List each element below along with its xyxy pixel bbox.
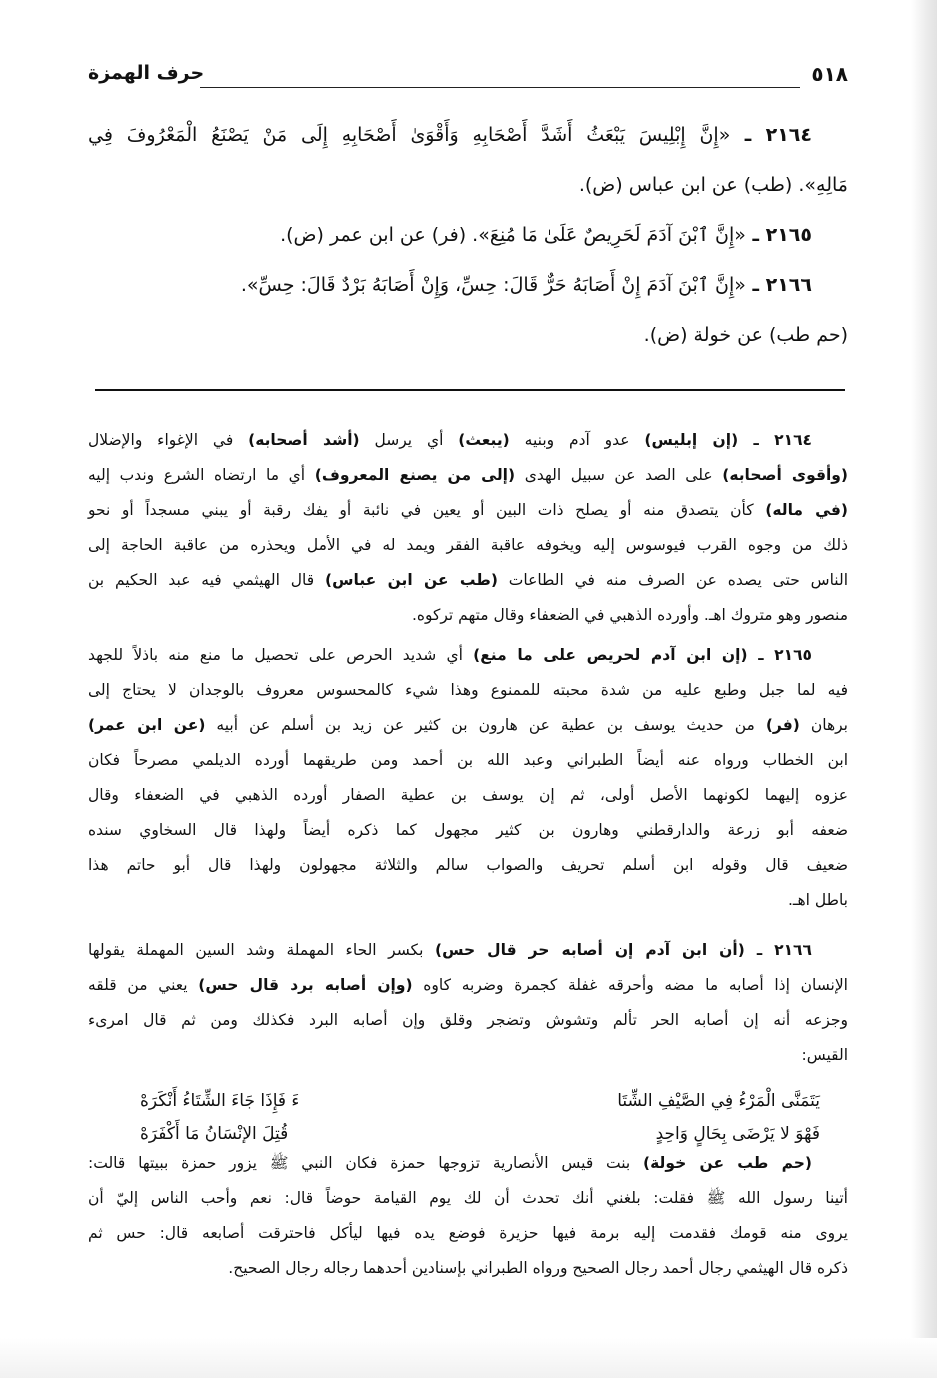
commentary-line bbox=[88, 1038, 848, 1073]
text-segment: ابن الخطاب ورواه عنه أيضاً الطبراني وعبد الله بن أحمد ومن طريقهما أورده الديلمي مصرحاً فكان bbox=[88, 751, 848, 769]
text-segment: منصور وهو متروك اهـ. وأورده الذهبي في الضعفاء وقال متهم تركوه. bbox=[411, 606, 848, 624]
text-segment: (حم طب) عن خولة (ض). bbox=[643, 324, 848, 346]
scan-edge-shadow bbox=[911, 0, 937, 1378]
bold-phrase: (عن ابن عمر) bbox=[88, 716, 206, 734]
text-segment: أي يرسل bbox=[359, 431, 459, 449]
commentary-line bbox=[88, 778, 848, 813]
commentary-line bbox=[88, 493, 848, 528]
text-segment: أي شديد الحرص على تحصيل ما منع منه باذلاً للجهد bbox=[88, 646, 474, 664]
text-segment: من حديث يوسف بن عطية عن هارون بن كثير عن زيد بن أسلم عن أبيه bbox=[205, 716, 766, 734]
commentary-source bbox=[88, 1146, 848, 1286]
verse-first-hemistich: يَتَمَنَّى الْمَرْءُ فِي الصَّيْفِ الشِّتَا bbox=[617, 1091, 820, 1111]
commentary-line bbox=[88, 1251, 848, 1286]
commentary-line bbox=[88, 563, 848, 598]
text-segment: «إِنَّ ٱبْنَ آدَمَ إِنْ أَصَابَهُ حَرٌّ قَالَ: حِسِّ، وَإِنْ أَصَابَهُ بَرْدٌ قَالَ: حِسِّ». bbox=[240, 274, 746, 296]
commentary-line bbox=[88, 1181, 848, 1216]
commentary-line bbox=[88, 883, 848, 918]
text-segment: عدو آدم وبنيه bbox=[509, 431, 645, 449]
text-segment: ذلك من وجوه القرب فيوسوس إليه ويخوفه عاقبة الفقر ويمد له في الأمل ويحذره من عاقبة الحاجة إلى bbox=[88, 536, 848, 554]
text-segment: يعني من قلقه bbox=[88, 976, 199, 994]
bold-phrase: (فر) bbox=[765, 716, 800, 734]
text-segment: «إِنَّ ٱبْنَ آدَمَ لَحَرِيصٌ عَلَىٰ مَا مُنِعَ». (فر) عن ابن عمر (ض). bbox=[280, 224, 746, 246]
poem bbox=[120, 1085, 820, 1151]
hadith-line bbox=[88, 310, 848, 360]
page-header bbox=[88, 60, 848, 90]
bold-phrase: (في ماله) bbox=[765, 501, 848, 519]
commentary-2166 bbox=[88, 933, 848, 1073]
bold-phrase: ٢١٦٥ ـ bbox=[745, 224, 812, 246]
text-segment: يروى منه قومك فقدمت إليه برمة فيها حزيرة فوضع يده فيها ليأكل فاحترقت أصابعه قال: حس ثم bbox=[88, 1224, 848, 1242]
bold-phrase: (إلى من يصنع المعروف) bbox=[314, 466, 516, 484]
commentary-line bbox=[88, 673, 848, 708]
text-segment: ضعيف قال وقوله ابن أسلم تحريف والصواب سالم والثلاثة مجهولون ولهذا قال أبو حاتم هذا bbox=[88, 856, 848, 874]
header-rule bbox=[200, 87, 800, 88]
footnote-separator bbox=[95, 389, 845, 391]
text-segment: برهان bbox=[799, 716, 848, 734]
hadith-line bbox=[88, 160, 848, 210]
bold-phrase: ٢١٦٦ ـ (أن ابن آدم إن أصابه حر قال حس) bbox=[434, 941, 812, 959]
commentary-line bbox=[88, 933, 848, 968]
text-segment: الإنسان إذا أصابه ما مضه وأحرقه غفلة كجمرة وضربه كاوه bbox=[412, 976, 848, 994]
page-number: ٥١٨ bbox=[811, 62, 848, 86]
commentary-line bbox=[88, 968, 848, 1003]
commentary-line bbox=[88, 458, 848, 493]
bold-phrase: ٢١٦٥ ـ (إن ابن آدم لحريص على ما منع) bbox=[473, 646, 813, 664]
text-segment: فيه لما جبل وطبع عليه من شدة محبته للممنوع وهذا شيء كالمحسوس معروف بالوجدان لا يحتاج إلى bbox=[88, 681, 848, 699]
bold-phrase: ٢١٦٤ ـ bbox=[730, 124, 812, 146]
text-segment: في الإغواء والإضلال bbox=[88, 431, 249, 449]
bold-phrase: ٢١٦٤ ـ (إن إبليس) bbox=[644, 431, 812, 449]
commentary-line bbox=[88, 848, 848, 883]
commentary-line bbox=[88, 423, 848, 458]
text-segment: القيس: bbox=[801, 1046, 848, 1064]
commentary-line bbox=[88, 528, 848, 563]
commentary-line bbox=[88, 813, 848, 848]
commentary-line bbox=[88, 1216, 848, 1251]
bold-phrase: (طب عن ابن عباس) bbox=[325, 571, 498, 589]
text-segment: وجزعه أنه إن أصابه الحر تألم وتشوش وتضجر وقلق وإن أصابه البرد فكذلك ومن ثم قال امرىء bbox=[88, 1011, 848, 1029]
commentary-line bbox=[88, 743, 848, 778]
text-segment: ضعفه أبو زرعة والدارقطني وهارون بن كثير مجهول كما ذكره أيضاً ولهذا قال السخاوي سنده bbox=[88, 821, 848, 839]
text-segment: كأن يتصدق منه أو يصلح ذات البين أو يعين في نائبة أو يفك رقبة أو يبني مسجداً أو نحو bbox=[88, 501, 766, 519]
hadith-text bbox=[88, 110, 848, 360]
scan-bottom-edge bbox=[0, 1338, 937, 1378]
commentary-2164 bbox=[88, 423, 848, 633]
bold-phrase: (وأقوى أصحابه) bbox=[722, 466, 849, 484]
text-segment: قال الهيثمي فيه عبد الحكيم بن bbox=[88, 571, 326, 589]
text-segment: ذكره قال الهيثمي رجال أحمد رجال الصحيح ورواه الطبراني بإسنادين أحدهما رجاله رجال الصحيح. bbox=[228, 1259, 848, 1277]
text-segment: مَالِهِ». (طب) عن ابن عباس (ض). bbox=[578, 174, 848, 196]
text-segment: بكسر الحاء المهملة وشد السين المهملة يقولها bbox=[88, 941, 435, 959]
hadith-line bbox=[88, 110, 848, 160]
chapter-title: حرف الهمزة bbox=[88, 62, 205, 84]
text-segment: أي ما ارتضاه الشرع وندب إليه bbox=[88, 466, 315, 484]
poem-verse bbox=[120, 1085, 820, 1118]
bold-phrase: (وإن أصابه برد قال حس) bbox=[198, 976, 413, 994]
bold-phrase: ٢١٦٦ ـ bbox=[745, 274, 812, 296]
commentary-line bbox=[88, 638, 848, 673]
verse-second-hemistich: قُتِلَ الإنْسَانُ مَا أَكْفَرَهْ bbox=[140, 1124, 289, 1144]
bold-phrase: (حم طب عن خولة) bbox=[643, 1154, 812, 1172]
bold-phrase: (أشد أصحابه) bbox=[248, 431, 360, 449]
text-segment: على الصد عن سبيل الهدى bbox=[515, 466, 723, 484]
commentary-line bbox=[88, 1003, 848, 1038]
verse-second-hemistich: ءَ فَإِذَا جَاءَ الشِّتَاءُ أَنْكَرَهْ bbox=[140, 1091, 300, 1111]
text-segment: «إِنَّ إِبْلِيسَ يَبْعَثُ أَشَدَّ أَصْحَابِهِ وَأَقْوَىٰ أَصْحَابِهِ إِلَى مَنْ يَصْنَعُ الْمَعْرُوفَ فِي bbox=[88, 124, 731, 146]
commentary-2165 bbox=[88, 638, 848, 918]
commentary-line bbox=[88, 598, 848, 633]
text-segment: الناس حتى يصده عن الصرف منه في الطاعات bbox=[497, 571, 849, 589]
commentary-line bbox=[88, 1146, 848, 1181]
commentary-line bbox=[88, 708, 848, 743]
hadith-line bbox=[88, 260, 848, 310]
text-segment: أتينا رسول الله ﷺ فقلت: بلغني أنك تحدث أن لك يوم القيامة حوضاً قال: نعم وأحب الناس إليّ أن bbox=[88, 1189, 848, 1207]
verse-first-hemistich: فَهْوَ لا يَرْضَى بِحَالٍ وَاحِدٍ bbox=[655, 1124, 820, 1144]
bold-phrase: (يبعث) bbox=[458, 431, 510, 449]
text-segment: باطل اهـ. bbox=[788, 891, 848, 909]
text-segment: عزوه إليهما لكونهما الأصل أولى، ثم إن يوسف بن عطية الصفار أورده الذهبي في الضعفاء وقال bbox=[88, 786, 848, 804]
text-segment: بنت قيس الأنصارية تزوجها حمزة فكان النبي ﷺ يزور حمزة ببيتها قالت: bbox=[88, 1154, 644, 1172]
hadith-line bbox=[88, 210, 848, 260]
